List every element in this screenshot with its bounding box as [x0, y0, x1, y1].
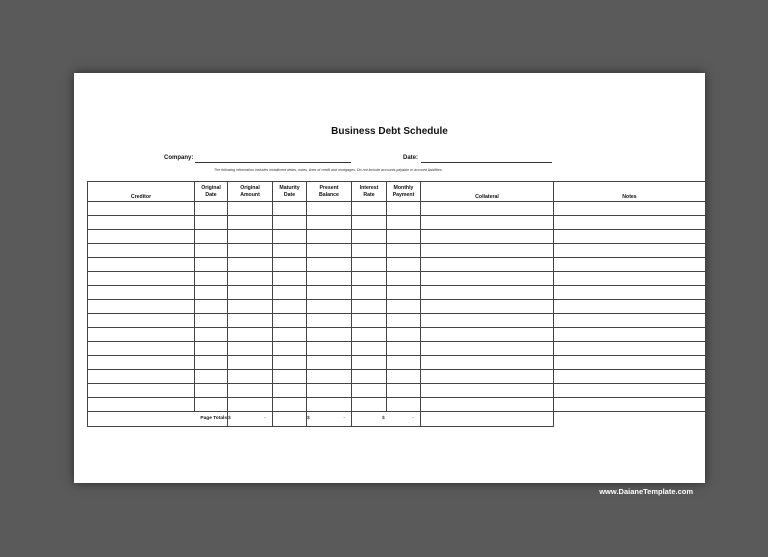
cell-original-amount[interactable]	[228, 202, 273, 216]
cell-monthly-payment[interactable]	[387, 356, 421, 370]
cell-notes[interactable]	[554, 258, 706, 272]
cell-creditor[interactable]	[88, 244, 195, 258]
total-original-amount: $ -	[228, 412, 273, 427]
cell-original-amount[interactable]	[228, 370, 273, 384]
cell-interest-rate[interactable]	[352, 216, 387, 230]
cell-original-date[interactable]	[195, 258, 228, 272]
cell-monthly-payment[interactable]	[387, 258, 421, 272]
cell-collateral[interactable]	[421, 314, 554, 328]
cell-creditor[interactable]	[88, 216, 195, 230]
cell-creditor[interactable]	[88, 258, 195, 272]
cell-present-balance[interactable]	[307, 258, 352, 272]
cell-original-amount[interactable]	[228, 272, 273, 286]
cell-collateral[interactable]	[421, 216, 554, 230]
total-notes-blank	[554, 412, 706, 427]
totals-row	[88, 412, 706, 427]
cell-monthly-payment[interactable]	[387, 286, 421, 300]
total-empty-cell	[273, 412, 307, 427]
cell-present-balance[interactable]	[307, 216, 352, 230]
cell-maturity-date[interactable]	[273, 230, 307, 244]
cell-notes[interactable]	[554, 342, 706, 356]
cell-maturity-date[interactable]	[273, 356, 307, 370]
cell-present-balance[interactable]	[307, 356, 352, 370]
header-present-balance: Present Balance	[307, 182, 352, 202]
cell-present-balance[interactable]	[307, 314, 352, 328]
cell-maturity-date[interactable]	[273, 398, 307, 412]
cell-maturity-date[interactable]	[273, 384, 307, 398]
cell-original-amount[interactable]	[228, 384, 273, 398]
header-interest-rate: Interest Rate	[352, 182, 387, 202]
cell-interest-rate[interactable]	[352, 300, 387, 314]
cell-present-balance[interactable]	[307, 342, 352, 356]
cell-creditor[interactable]	[88, 300, 195, 314]
cell-interest-rate[interactable]	[352, 384, 387, 398]
header-notes: Notes	[554, 182, 706, 202]
cell-original-amount[interactable]	[228, 314, 273, 328]
table-row	[88, 370, 706, 384]
table-row	[88, 286, 706, 300]
header-monthly-payment: Monthly Payment	[387, 182, 421, 202]
cell-original-amount[interactable]	[228, 244, 273, 258]
cell-monthly-payment[interactable]	[387, 314, 421, 328]
cell-creditor[interactable]	[88, 328, 195, 342]
cell-notes[interactable]	[554, 230, 706, 244]
cell-original-date[interactable]	[195, 342, 228, 356]
cell-interest-rate[interactable]	[352, 370, 387, 384]
cell-notes[interactable]	[554, 356, 706, 370]
cell-present-balance[interactable]	[307, 230, 352, 244]
cell-present-balance[interactable]	[307, 384, 352, 398]
cell-collateral[interactable]	[421, 356, 554, 370]
cell-original-date[interactable]	[195, 230, 228, 244]
cell-original-date[interactable]	[195, 356, 228, 370]
cell-original-date[interactable]	[195, 370, 228, 384]
header-original-date: Original Date	[195, 182, 228, 202]
cell-maturity-date[interactable]	[273, 370, 307, 384]
cell-maturity-date[interactable]	[273, 244, 307, 258]
cell-collateral[interactable]	[421, 230, 554, 244]
cell-monthly-payment[interactable]	[387, 272, 421, 286]
cell-collateral[interactable]	[421, 202, 554, 216]
cell-creditor[interactable]	[88, 398, 195, 412]
cell-maturity-date[interactable]	[273, 342, 307, 356]
total-monthly-payment: $ -	[352, 412, 421, 427]
header-collateral: Collateral	[421, 182, 554, 202]
cell-collateral[interactable]	[421, 328, 554, 342]
cell-maturity-date[interactable]	[273, 300, 307, 314]
cell-interest-rate[interactable]	[352, 230, 387, 244]
cell-present-balance[interactable]	[307, 244, 352, 258]
cell-interest-rate[interactable]	[352, 342, 387, 356]
cell-collateral[interactable]	[421, 286, 554, 300]
cell-notes[interactable]	[554, 272, 706, 286]
cell-original-amount[interactable]	[228, 398, 273, 412]
cell-maturity-date[interactable]	[273, 286, 307, 300]
cell-original-date[interactable]	[195, 286, 228, 300]
cell-interest-rate[interactable]	[352, 244, 387, 258]
cell-present-balance[interactable]	[307, 370, 352, 384]
cell-collateral[interactable]	[421, 398, 554, 412]
cell-monthly-payment[interactable]	[387, 328, 421, 342]
cell-original-amount[interactable]	[228, 356, 273, 370]
table-row	[88, 342, 706, 356]
cell-original-date[interactable]	[195, 216, 228, 230]
cell-monthly-payment[interactable]	[387, 342, 421, 356]
header-original-amount: Original Amount	[228, 182, 273, 202]
cell-creditor[interactable]	[88, 384, 195, 398]
cell-notes[interactable]	[554, 300, 706, 314]
cell-original-date[interactable]	[195, 314, 228, 328]
header-row	[88, 182, 706, 202]
cell-monthly-payment[interactable]	[387, 384, 421, 398]
cell-creditor[interactable]	[88, 370, 195, 384]
cell-creditor[interactable]	[88, 342, 195, 356]
cell-collateral[interactable]	[421, 342, 554, 356]
table-row	[88, 398, 706, 412]
cell-monthly-payment[interactable]	[387, 300, 421, 314]
table-row	[88, 258, 706, 272]
table-row	[88, 300, 706, 314]
cell-creditor[interactable]	[88, 202, 195, 216]
cell-notes[interactable]	[554, 328, 706, 342]
header-maturity-date: Maturity Date	[273, 182, 307, 202]
cell-interest-rate[interactable]	[352, 398, 387, 412]
table-row	[88, 202, 706, 216]
cell-maturity-date[interactable]	[273, 314, 307, 328]
cell-maturity-date[interactable]	[273, 202, 307, 216]
cell-original-date[interactable]	[195, 300, 228, 314]
cell-present-balance[interactable]	[307, 300, 352, 314]
cell-original-amount[interactable]	[228, 300, 273, 314]
cell-monthly-payment[interactable]	[387, 202, 421, 216]
cell-notes[interactable]	[554, 314, 706, 328]
table-row	[88, 384, 706, 398]
watermark-text: www.DaianeTemplate.com	[599, 487, 693, 496]
table-row	[88, 244, 706, 258]
cell-present-balance[interactable]	[307, 328, 352, 342]
cell-original-date[interactable]	[195, 398, 228, 412]
cell-interest-rate[interactable]	[352, 356, 387, 370]
cell-collateral[interactable]	[421, 384, 554, 398]
total-present-balance: $ -	[307, 412, 352, 427]
table-row	[88, 230, 706, 244]
cell-collateral[interactable]	[421, 258, 554, 272]
document-page	[74, 73, 705, 483]
cell-present-balance[interactable]	[307, 398, 352, 412]
cell-notes[interactable]	[554, 216, 706, 230]
cell-collateral[interactable]	[421, 244, 554, 258]
cell-original-amount[interactable]	[228, 286, 273, 300]
cell-original-date[interactable]	[195, 202, 228, 216]
company-label: Company:	[164, 155, 194, 161]
cell-present-balance[interactable]	[307, 272, 352, 286]
cell-monthly-payment[interactable]	[387, 244, 421, 258]
cell-creditor[interactable]	[88, 356, 195, 370]
total-collateral-cell	[421, 412, 554, 427]
table-row	[88, 328, 706, 342]
table-row	[88, 216, 706, 230]
cell-maturity-date[interactable]	[273, 328, 307, 342]
cell-notes[interactable]	[554, 370, 706, 384]
cell-creditor[interactable]	[88, 272, 195, 286]
cell-notes[interactable]	[554, 244, 706, 258]
cell-monthly-payment[interactable]	[387, 216, 421, 230]
cell-maturity-date[interactable]	[273, 216, 307, 230]
cell-maturity-date[interactable]	[273, 272, 307, 286]
table-row	[88, 356, 706, 370]
cell-notes[interactable]	[554, 384, 706, 398]
cell-original-date[interactable]	[195, 384, 228, 398]
document-title: Business Debt Schedule	[331, 126, 448, 137]
cell-notes[interactable]	[554, 202, 706, 216]
cell-present-balance[interactable]	[307, 286, 352, 300]
cell-notes[interactable]	[554, 286, 706, 300]
date-label: Date:	[403, 155, 419, 161]
cell-maturity-date[interactable]	[273, 258, 307, 272]
company-field[interactable]	[195, 162, 351, 163]
cell-monthly-payment[interactable]	[387, 398, 421, 412]
header-creditor: Creditor	[88, 182, 195, 202]
cell-interest-rate[interactable]	[352, 286, 387, 300]
cell-interest-rate[interactable]	[352, 272, 387, 286]
cell-interest-rate[interactable]	[352, 328, 387, 342]
table-row	[88, 314, 706, 328]
cell-original-date[interactable]	[195, 244, 228, 258]
cell-collateral[interactable]	[421, 272, 554, 286]
cell-creditor[interactable]	[88, 230, 195, 244]
cell-creditor[interactable]	[88, 314, 195, 328]
cell-interest-rate[interactable]	[352, 258, 387, 272]
cell-original-amount[interactable]	[228, 216, 273, 230]
cell-original-amount[interactable]	[228, 342, 273, 356]
cell-creditor[interactable]	[88, 286, 195, 300]
cell-notes[interactable]	[554, 398, 706, 412]
cell-present-balance[interactable]	[307, 202, 352, 216]
debt-schedule-table	[87, 181, 706, 427]
cell-original-date[interactable]	[195, 328, 228, 342]
page-totals-label: Page Totals	[88, 412, 228, 427]
cell-original-amount[interactable]	[228, 230, 273, 244]
cell-original-date[interactable]	[195, 272, 228, 286]
cell-monthly-payment[interactable]	[387, 230, 421, 244]
date-field[interactable]	[421, 162, 552, 163]
cell-monthly-payment[interactable]	[387, 370, 421, 384]
instructions-note: The following information includes installment debts, notes, lines of credit and mortgages. Do not include accounts payable or accrued liabilities.	[214, 168, 443, 172]
cell-collateral[interactable]	[421, 370, 554, 384]
cell-original-amount[interactable]	[228, 328, 273, 342]
cell-collateral[interactable]	[421, 300, 554, 314]
cell-original-amount[interactable]	[228, 258, 273, 272]
cell-interest-rate[interactable]	[352, 202, 387, 216]
cell-interest-rate[interactable]	[352, 314, 387, 328]
table-row	[88, 272, 706, 286]
